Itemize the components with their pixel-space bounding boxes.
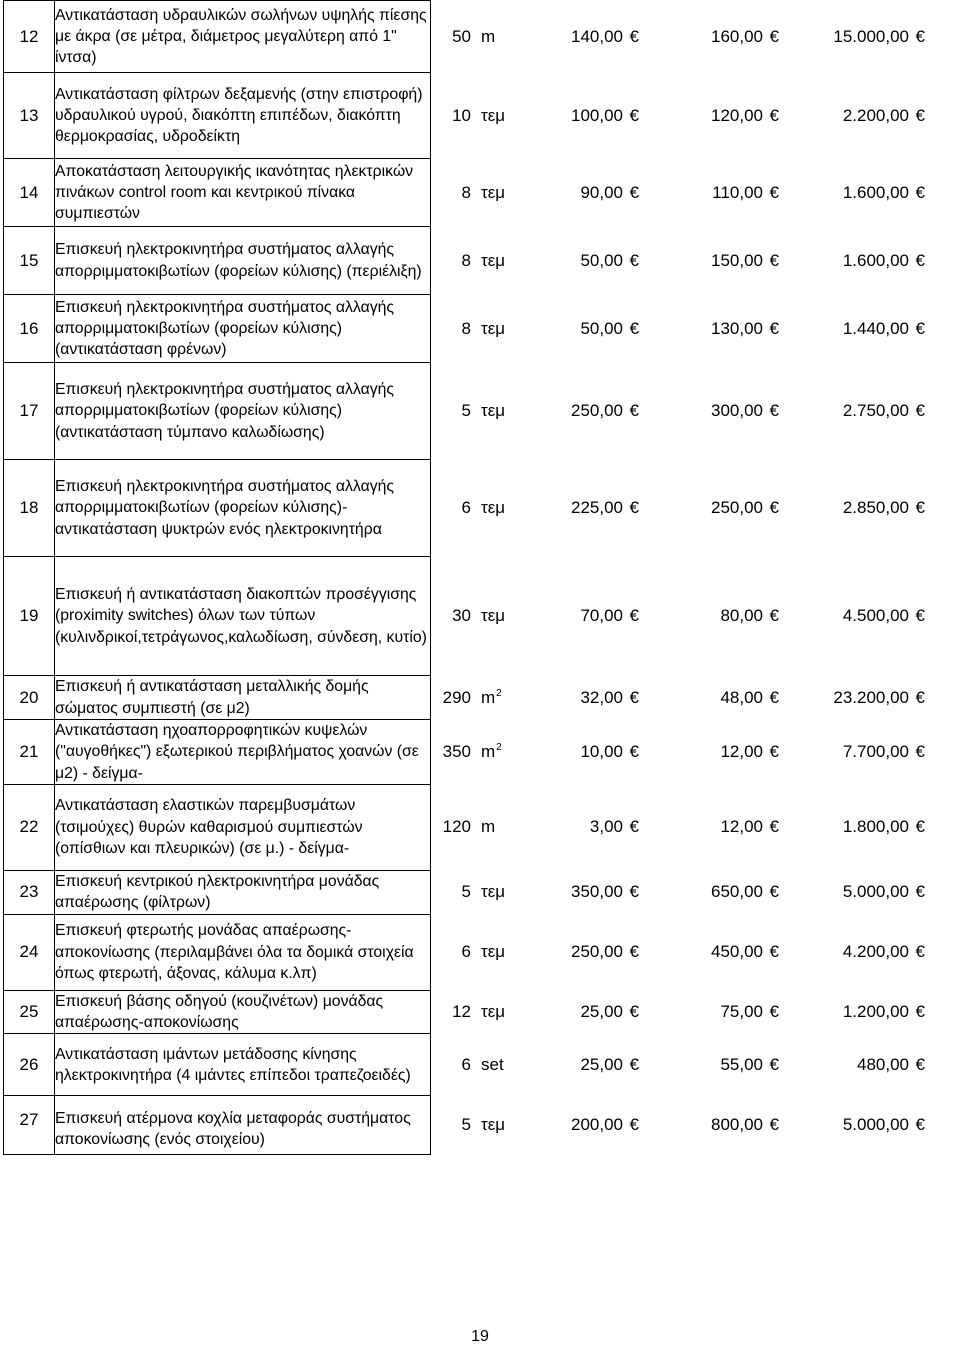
item-number: 23 [4,870,55,914]
item-unit-price [537,817,639,837]
euro-symbol: € [769,817,779,837]
item-number: 21 [4,720,55,785]
table-row [4,1034,958,1096]
max-price-value: 75,00 [720,1002,763,1022]
item-unit [471,498,537,518]
euro-symbol: € [629,401,639,420]
table-row [4,159,958,227]
total-value: 1.600,00 [842,250,909,270]
max-price-value: 800,00 [711,1115,763,1135]
item-unit-price [537,251,639,271]
item-number: 16 [4,295,55,363]
total-value: 23.200,00 [833,687,909,707]
max-price-value: 12,00 [720,817,763,837]
item-max-price [639,606,779,626]
max-price-value: 12,00 [720,741,763,761]
unit-price-value: 25,00 [580,1002,623,1022]
unit-exponent: 2 [496,741,502,753]
euro-symbol: € [769,942,779,962]
item-unit-price [537,498,639,518]
unit-label: m [481,741,496,761]
euro-symbol: € [769,741,779,761]
item-max-price [639,106,779,126]
item-unit-price [537,1115,639,1135]
item-unit-price [537,882,639,902]
max-price-value: 650,00 [711,882,763,902]
item-number: 19 [4,557,55,676]
euro-symbol: € [769,606,779,625]
item-values [431,363,958,460]
item-values [431,784,958,870]
euro-symbol: € [915,741,925,761]
unit-price-value: 25,00 [580,1054,623,1074]
total-value: 5.000,00 [842,1115,909,1135]
unit-label: m [481,26,496,46]
total-value: 2.850,00 [842,498,909,517]
unit-price-value: 200,00 [571,1115,623,1135]
item-unit-price [537,742,639,762]
item-unit-price [537,183,639,203]
euro-symbol: € [769,182,779,202]
item-description: Αντικατάσταση ιμάντων μετάδοσης κίνησης ηλεκτροκινητήρα (4 ιμάντες επίπεδοι τραπεζοειδές) [55,1034,431,1096]
max-price-value: 48,00 [720,687,763,707]
euro-symbol: € [629,817,639,837]
item-total [779,688,925,708]
item-number: 13 [4,73,55,159]
item-total [779,1055,925,1075]
item-max-price [639,183,779,203]
unit-price-value: 50,00 [580,250,623,270]
euro-symbol: € [769,687,779,707]
item-values [431,720,958,785]
euro-symbol: € [915,1115,925,1135]
unit-label: set [481,1054,504,1074]
table-row [4,914,958,990]
item-description: Αντικατάσταση φίλτρων δεξαμενής (στην επιστροφή) υδραυλικού υγρού, διακόπτη επιπέδων, διακόπτη θερμοκρασίας, υδροδείκτη [55,73,431,159]
unit-price-value: 140,00 [571,26,623,46]
unit-price-value: 250,00 [571,401,623,420]
max-price-value: 450,00 [711,942,763,962]
item-quantity: 30 [452,606,471,625]
euro-symbol: € [769,1002,779,1022]
euro-symbol: € [915,1002,925,1022]
page-number: 19 [471,1328,489,1345]
item-total [779,606,925,626]
item-unit [471,688,537,708]
item-unit-price [537,1002,639,1022]
euro-symbol: € [769,105,779,125]
max-price-value: 120,00 [711,105,763,125]
item-number: 25 [4,990,55,1034]
item-max-price [639,251,779,271]
item-total [779,942,925,962]
item-total [779,183,925,203]
item-total [779,106,925,126]
unit-price-value: 3,00 [589,817,623,837]
unit-price-value: 90,00 [580,182,623,202]
euro-symbol: € [915,105,925,125]
euro-symbol: € [915,942,925,962]
unit-label: τεμ [481,318,506,338]
unit-price-value: 50,00 [580,318,623,338]
item-values [431,557,958,676]
table-row [4,720,958,785]
euro-symbol: € [629,182,639,202]
item-quantity: 8 [461,318,471,338]
item-max-price [639,401,779,421]
table-row [4,227,958,295]
item-max-price [639,742,779,762]
item-unit [471,106,537,126]
euro-symbol: € [915,687,925,707]
item-unit [471,817,537,837]
item-total [779,27,925,47]
max-price-value: 110,00 [712,182,763,202]
item-total [779,401,925,421]
unit-label: τεμ [481,105,506,125]
max-price-value: 55,00 [720,1054,763,1074]
item-quantity: 10 [452,105,471,125]
euro-symbol: € [769,26,779,46]
item-unit-price [537,401,639,421]
item-max-price [639,688,779,708]
unit-label: m [481,817,496,837]
price-table [3,0,957,1155]
total-value: 1.200,00 [842,1002,909,1022]
item-unit [471,251,537,271]
unit-label: τεμ [481,882,506,902]
total-value: 15.000,00 [833,26,909,46]
table-row [4,557,958,676]
item-quantity: 350 [442,741,471,761]
item-total [779,882,925,902]
euro-symbol: € [629,105,639,125]
item-description: Επισκευή ή αντικατάσταση μεταλλικής δομής σώματος συμπιεστή (σε μ2) [55,676,431,720]
item-unit-price [537,606,639,626]
item-values [431,870,958,914]
item-total [779,817,925,837]
total-value: 4.500,00 [842,606,909,625]
item-description: Επισκευή βάσης οδηγού (κουζινέτων) μονάδας απαέρωσης-αποκονίωσης [55,990,431,1034]
euro-symbol: € [629,882,639,902]
max-price-value: 130,00 [711,318,763,338]
table-row [4,363,958,460]
euro-symbol: € [629,318,639,338]
item-unit-price [537,106,639,126]
unit-label: τεμ [481,606,506,625]
euro-symbol: € [769,401,779,420]
item-quantity: 8 [461,182,471,202]
item-description: Αντικατάσταση ηχοαπορροφητικών κυψελών ("αυγοθήκες") εξωτερικού περιβλήματος χοανών (σε μ2) - δείγμα- [55,720,431,785]
total-value: 480,00 [857,1054,909,1074]
item-values [431,914,958,990]
item-total [779,251,925,271]
item-description: Αποκατάσταση λειτουργικής ικανότητας ηλεκτρικών πινάκων control room και κεντρικού πίνακα συμπιεστών [55,159,431,227]
item-total [779,319,925,339]
item-max-price [639,1002,779,1022]
item-quantity: 5 [461,882,471,902]
item-values [431,460,958,557]
item-unit [471,1115,537,1135]
item-quantity: 6 [461,1054,471,1074]
item-number: 22 [4,784,55,870]
unit-price-value: 250,00 [571,942,623,962]
total-value: 2.750,00 [842,401,909,420]
item-description: Αντικατάσταση ελαστικών παρεμβυσμάτων (τσιμούχες) θυρών καθαρισμού συμπιεστών (οπίσθιων και πλευρικών) (σε μ.) - δείγμα- [55,784,431,870]
item-quantity: 12 [452,1002,471,1022]
unit-label: τεμ [481,250,506,270]
euro-symbol: € [915,498,925,517]
unit-label: τεμ [481,498,506,517]
unit-price-value: 32,00 [580,687,623,707]
euro-symbol: € [629,26,639,46]
item-description: Επισκευή ατέρμονα κοχλία μεταφοράς συστήματος αποκονίωσης (ενός στοιχείου) [55,1096,431,1155]
item-max-price [639,817,779,837]
euro-symbol: € [629,606,639,625]
item-max-price [639,942,779,962]
item-quantity: 290 [442,687,471,707]
item-quantity: 6 [461,942,471,962]
table-row [4,676,958,720]
euro-symbol: € [629,741,639,761]
euro-symbol: € [629,250,639,270]
item-quantity: 5 [461,1115,471,1135]
table-row [4,295,958,363]
max-price-value: 250,00 [711,498,763,517]
unit-label: τεμ [481,401,506,420]
euro-symbol: € [769,1054,779,1074]
euro-symbol: € [915,182,925,202]
item-values [431,227,958,295]
item-number: 26 [4,1034,55,1096]
item-description: Επισκευή ηλεκτροκινητήρα συστήματος αλλαγής απορριμματοκιβωτίων (φορείων κύλισης) (περιέλιξη) [55,227,431,295]
euro-symbol: € [629,1054,639,1074]
item-unit [471,401,537,421]
unit-price-value: 70,00 [580,606,623,625]
euro-symbol: € [629,1115,639,1135]
max-price-value: 300,00 [711,401,763,420]
euro-symbol: € [629,687,639,707]
item-unit [471,882,537,902]
total-value: 1.600,00 [842,182,909,202]
unit-price-value: 100,00 [571,105,623,125]
item-values [431,159,958,227]
euro-symbol: € [629,498,639,517]
euro-symbol: € [769,250,779,270]
item-unit-price [537,1055,639,1075]
total-value: 4.200,00 [842,942,909,962]
item-number: 20 [4,676,55,720]
max-price-value: 160,00 [711,26,763,46]
item-number: 17 [4,363,55,460]
item-unit [471,319,537,339]
item-description: Επισκευή ή αντικατάσταση διακοπτών προσέγγισης (proximity switches) όλων των τύπων (κυλινδρικοί,τετράγωνος,καλωδίωση, σύνδεση, κυτίο) [55,557,431,676]
unit-price-value: 225,00 [571,498,623,517]
item-quantity: 50 [452,26,471,46]
item-values [431,295,958,363]
unit-price-value: 350,00 [571,882,623,902]
table-row [4,870,958,914]
item-total [779,498,925,518]
unit-label: τεμ [481,182,506,202]
item-quantity: 8 [461,250,471,270]
table-row [4,1,958,73]
euro-symbol: € [629,942,639,962]
price-table-body [4,1,958,1155]
item-description: Επισκευή ηλεκτροκινητήρα συστήματος αλλαγής απορριμματοκιβωτίων (φορείων κύλισης) (αντικατάσταση τύμπανο καλωδίωσης) [55,363,431,460]
item-unit [471,27,537,47]
item-total [779,742,925,762]
item-unit [471,606,537,626]
item-unit-price [537,319,639,339]
table-row [4,784,958,870]
unit-exponent: 2 [496,687,502,699]
item-unit [471,742,537,762]
unit-label: τεμ [481,942,506,962]
euro-symbol: € [915,1054,925,1074]
euro-symbol: € [915,26,925,46]
euro-symbol: € [915,817,925,837]
table-row [4,1096,958,1155]
max-price-value: 80,00 [720,606,763,625]
unit-label: τεμ [481,1002,506,1022]
table-row [4,990,958,1034]
table-row [4,73,958,159]
euro-symbol: € [769,1115,779,1135]
item-unit [471,1055,537,1075]
table-row [4,460,958,557]
item-description: Επισκευή φτερωτής μονάδας απαέρωσης-αποκονίωσης (περιλαμβάνει όλα τα δομικά στοιχεία όπως φτερωτή, άξονας, κάλυμα κ.λπ) [55,914,431,990]
item-values [431,73,958,159]
euro-symbol: € [915,882,925,902]
total-value: 5.000,00 [842,882,909,902]
item-max-price [639,882,779,902]
unit-price-value: 10,00 [580,741,623,761]
item-description: Επισκευή κεντρικού ηλεκτροκινητήρα μονάδας απαέρωσης (φίλτρων) [55,870,431,914]
item-number: 24 [4,914,55,990]
item-values [431,990,958,1034]
euro-symbol: € [915,250,925,270]
item-total [779,1002,925,1022]
total-value: 1.440,00 [842,318,909,338]
item-max-price [639,319,779,339]
euro-symbol: € [769,318,779,338]
item-max-price [639,1115,779,1135]
item-number: 15 [4,227,55,295]
item-quantity: 120 [442,817,471,837]
euro-symbol: € [915,318,925,338]
euro-symbol: € [915,401,925,420]
unit-label: m [481,687,496,707]
item-values [431,1034,958,1096]
total-value: 7.700,00 [842,741,909,761]
max-price-value: 150,00 [711,250,763,270]
item-unit [471,942,537,962]
unit-label: τεμ [481,1115,506,1135]
euro-symbol: € [629,1002,639,1022]
item-max-price [639,498,779,518]
item-description: Επισκευή ηλεκτροκινητήρα συστήματος αλλαγής απορριμματοκιβωτίων (φορείων κύλισης) (αντικατάσταση φρένων) [55,295,431,363]
item-unit [471,183,537,203]
item-number: 18 [4,460,55,557]
item-number: 12 [4,1,55,73]
item-max-price [639,27,779,47]
total-value: 2.200,00 [842,105,909,125]
item-values [431,676,958,720]
euro-symbol: € [769,882,779,902]
item-description: Αντικατάσταση υδραυλικών σωλήνων υψηλής πίεσης με άκρα (σε μέτρα, διάμετρος μεγαλύτερη από 1" ίντσα) [55,1,431,73]
item-values [431,1096,958,1155]
item-total [779,1115,925,1135]
euro-symbol: € [915,606,925,625]
item-unit-price [537,688,639,708]
item-max-price [639,1055,779,1075]
euro-symbol: € [769,498,779,517]
item-unit [471,1002,537,1022]
item-quantity: 6 [461,498,471,517]
item-quantity: 5 [461,401,471,420]
item-number: 14 [4,159,55,227]
item-unit-price [537,27,639,47]
item-unit-price [537,942,639,962]
item-number: 27 [4,1096,55,1155]
item-description: Επισκευή ηλεκτροκινητήρα συστήματος αλλαγής απορριμματοκιβωτίων (φορείων κύλισης)- αντικατάσταση ψυκτρών ενός ηλεκτροκινητήρα [55,460,431,557]
item-values [431,1,958,73]
total-value: 1.800,00 [842,817,909,837]
